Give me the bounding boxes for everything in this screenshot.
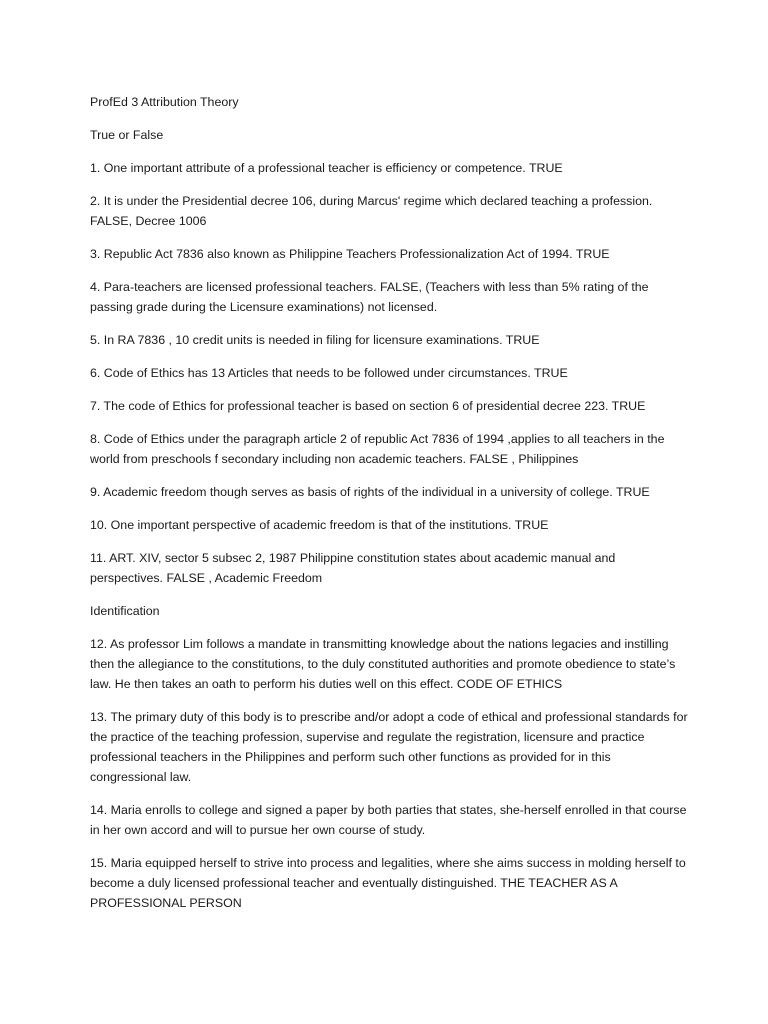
question-item-5: 5. In RA 7836 , 10 credit units is needed in filing for licensure examinations. TRUE (90, 333, 540, 347)
document-title: ProfEd 3 Attribution Theory (90, 95, 239, 109)
section-heading-true-or-false: True or False (90, 128, 164, 142)
question-item-12: 12. As professor Lim follows a mandate in transmitting knowledge about the nations legacies and instilling then the allegiance to the constitutions, to the duly constituted authorities and promote obedience to state’s law. He then takes an oath to perform his duties well on this effect. CODE OF ETHICS (90, 637, 676, 691)
question-item-9: 9. Academic freedom though serves as basis of rights of the individual in a university of college. TRUE (90, 485, 650, 499)
question-item-7: 7. The code of Ethics for professional teacher is based on section 6 of presidential decree 223. TRUE (90, 399, 646, 413)
section-heading-identification: Identification (90, 604, 160, 618)
question-item-8: 8. Code of Ethics under the paragraph article 2 of republic Act 7836 of 1994 ,applies to all teachers in the world from preschools f secondary including non academic teachers. FALSE , Philippines (90, 432, 665, 466)
question-item-10: 10. One important perspective of academic freedom is that of the institutions. TRUE (90, 518, 549, 532)
question-item-6: 6. Code of Ethics has 13 Articles that needs to be followed under circumstances. TRUE (90, 366, 568, 380)
question-item-14: 14. Maria enrolls to college and signed a paper by both parties that states, she-herself enrolled in that course in her own accord and will to pursue her own course of study. (90, 803, 687, 837)
question-item-13: 13. The primary duty of this body is to prescribe and/or adopt a code of ethical and professional standards for the practice of the teaching profession, supervise and regulate the registration, licensure and practice professional teachers in the Philippines and perform such other functions as provided for in this congressional law. (90, 710, 688, 784)
question-item-11: 11. ART. XIV, sector 5 subsec 2, 1987 Philippine constitution states about academic manual and perspectives. FALSE , Academic Freedom (90, 551, 616, 585)
question-item-1: 1. One important attribute of a professional teacher is efficiency or competence. TRUE (90, 161, 563, 175)
question-item-4: 4. Para-teachers are licensed professional teachers. FALSE, (Teachers with less than 5% rating of the passing grade during the Licensure examinations) not licensed. (90, 280, 649, 314)
document-body (90, 92, 690, 926)
question-item-3: 3. Republic Act 7836 also known as Philippine Teachers Professionalization Act of 1994. TRUE (90, 247, 610, 261)
question-item-15: 15. Maria equipped herself to strive into process and legalities, where she aims success in molding herself to become a duly licensed professional teacher and eventually distinguished. THE TEACHER AS A PROFESSIONAL PERSON (90, 856, 686, 910)
question-item-2: 2. It is under the Presidential decree 106, during Marcus' regime which declared teaching a profession. FALSE, Decree 1006 (90, 194, 653, 228)
